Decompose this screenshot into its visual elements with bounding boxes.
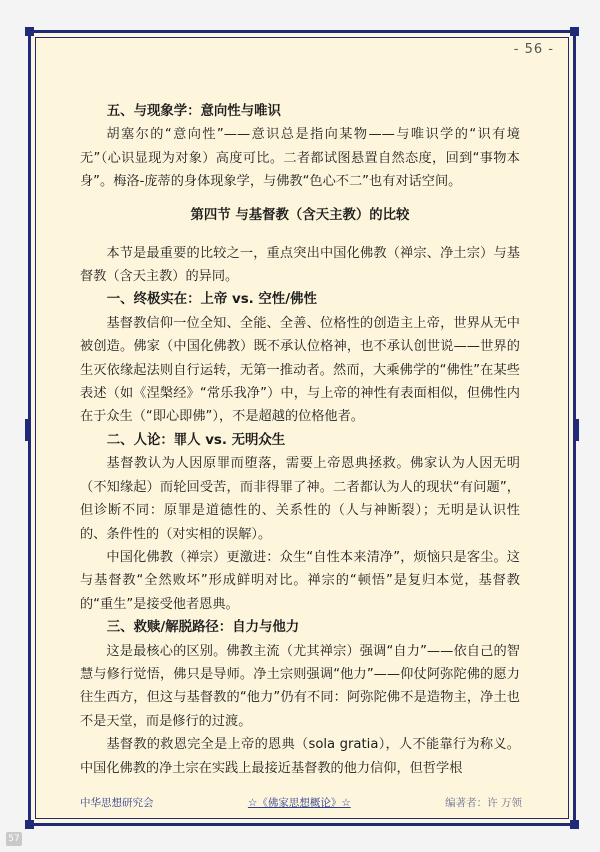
footer-author: 编著者：许 万领 — [445, 797, 522, 809]
corner-ornament-top-left — [25, 27, 34, 36]
side-ornament-left — [25, 419, 28, 441]
side-ornament-right — [576, 419, 579, 441]
page-corner-badge: 57 — [6, 832, 22, 846]
paragraph: 基督教的救恩完全是上帝的恩典（sola gratia），人不能靠行为称义。中国化佛教的净土宗在实践上最接近基督教的他力信仰，但哲学根 — [80, 737, 520, 776]
page-content — [80, 100, 520, 780]
footer-book-title-link[interactable]: ☆《佛家思想概论》☆ — [247, 797, 351, 809]
paragraph: 中国化佛教（禅宗）更激进：众生“自性本来清净”，烦恼只是客尘。这与基督教“全然败坏”形成鲜明对比。禅宗的“顿悟”是复归本觉，基督教的“重生”是接受他者恩典。 — [80, 549, 520, 612]
corner-ornament-top-right — [570, 27, 579, 36]
paragraph: 这是最核心的区别。佛教主流（尤其禅宗）强调“自力”——依自己的智慧与修行觉悟，佛只是导师。净土宗则强调“他力”——仰仗阿弥陀佛的愿力往生西方，但这与基督教的“他力”仍有不同：阿弥陀佛不是造物主，净土也不是天堂，而是修行的过渡。 — [80, 643, 520, 729]
subsection-heading: 三、救赎/解脱路径：自力与他力 — [106, 620, 300, 636]
paragraph: 基督教信仰一位全知、全能、全善、位格性的创造主上帝，世界从无中被创造。佛家（中国化佛教）既不承认位格神，也不承认创世说——世界的生灭依缘起法则自行运转，无第一推动者。然而，大乘佛学的“佛性”在某些表述（如《涅槃经》“常乐我净”）中，与上帝的神性有表面相似，但佛性内在于众生（“即心即佛”），不是超越的位格他者。 — [80, 315, 520, 425]
page-footer — [80, 795, 522, 810]
corner-ornament-bottom-right — [570, 820, 579, 829]
subsection-heading: 一、终极实在：上帝 vs. 空性/佛性 — [106, 292, 317, 308]
corner-ornament-bottom-left — [25, 820, 34, 829]
subsection-heading: 二、人论：罪人 vs. 无明众生 — [106, 432, 286, 448]
section-heading: 五、与现象学：意向性与唯识 — [106, 104, 281, 119]
paragraph: 基督教认为人因原罪而堕落，需要上帝恩典拯救。佛家认为人因无明（不知缘起）而轮回受苦，而非得罪了神。二者都认为人的现状“有问题”，但诊断不同：原罪是道德性的、关系性的（人与神断裂）；无明是认识性的、条件性的（对实相的误解）。 — [80, 456, 520, 542]
paragraph: 胡塞尔的“意向性”——意识总是指向某物——与唯识学的“识有境无”（心识显现为对象）高度可比。二者都试图悬置自然态度，回到“事物本身”。梅洛-庞蒂的身体现象学，与佛教“色心不二”也有对话空间。 — [80, 127, 520, 190]
footer-organization: 中华思想研究会 — [80, 797, 154, 809]
page-number: - 56 - — [513, 42, 554, 57]
chapter-title: 第四节 与基督教（含天主教）的比较 — [190, 207, 410, 223]
intro-paragraph: 本节是最重要的比较之一，重点突出中国化佛教（禅宗、净土宗）与基督教（含天主教）的异同。 — [80, 245, 520, 285]
